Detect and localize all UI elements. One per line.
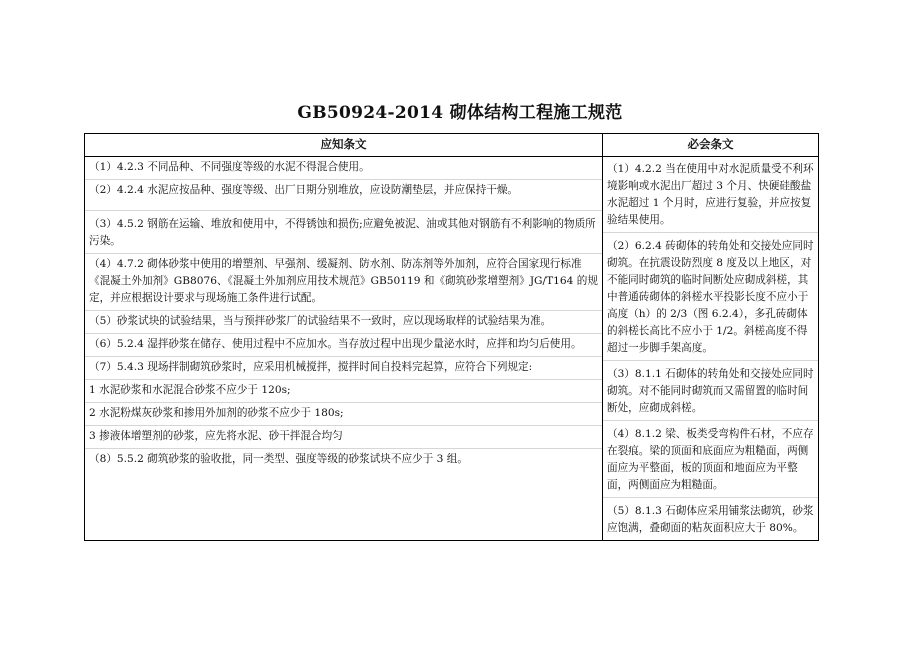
list-item: 2 水泥粉煤灰砂浆和掺用外加剂的砂浆不应少于 180s; [85,403,602,426]
list-item: （6）5.2.4 湿拌砂浆在储存、使用过程中不应加水。当存放过程中出现少量泌水时，应拌和均匀后使用。 [85,334,602,357]
list-item: （5）8.1.3 石砌体应采用铺浆法砌筑，砂浆应饱满，叠砌面的粘灰面积应大于 80%。 [607,505,814,534]
list-item: （5）砂浆试块的试验结果，当与预拌砂浆厂的试验结果不一致时，应以现场取样的试验结果为准。 [85,311,602,334]
list-item: （2）6.2.4 砖砌体的转角处和交接处应同时砌筑。在抗震设防烈度 8 度及以上地区，对不能同时砌筑的临时间断处应砌成斜槎，其中普通砖砌体的斜槎水平投影长度不应小于高度（h）的 2/3（图 6.2.4），多孔砖砌体的斜槎长高比不应小于 1/2。斜槎高度不得超过一步脚手架高度。 [603,233,818,361]
know-clauses-cell [85,157,603,541]
table-header-row [85,134,819,157]
must-clauses-cell [603,157,819,541]
list-item: （4）8.1.2 梁、板类受弯构件石材，不应存在裂痕。梁的顶面和底面应为粗糙面，两侧面应为平整面，板的顶面和地面应为平整面，两侧面应为粗糙面。 [603,421,818,498]
list-item: （2）4.2.4 水泥应按品种、强度等级、出厂日期分别堆放，应设防潮垫层，并应保持干燥。 [85,180,602,211]
header-must-clauses: 必会条文 [603,134,819,157]
list-item: （4）4.7.2 砌体砂浆中使用的增塑剂、早强剂、缓凝剂、防水剂、防冻剂等外加剂，应符合国家现行标准《混凝土外加剂》GB8076、《混凝土外加剂应用技术规范》GB50119 和《砌筑砂浆增塑剂》JG/T164 的规定，并应根据设计要求与现场施工条件进行试配。 [85,254,602,311]
list-item: 1 水泥砂浆和水泥混合砂浆不应少于 120s; [85,380,602,403]
list-item: （7）5.4.3 现场拌制砌筑砂浆时，应采用机械搅拌，搅拌时间自投料完起算，应符合下列规定: [85,357,602,380]
list-item: （3）8.1.1 石砌体的转角处和交接处应同时砌筑。对不能同时砌筑而又需留置的临时间断处，应砌成斜槎。 [603,361,818,421]
list-item: （3）4.5.2 钢筋在运输、堆放和使用中，不得锈蚀和损伤;应避免被泥、油或其他对钢筋有不利影响的物质所污染。 [85,211,602,254]
table-body-row [85,157,819,541]
list-item: （1）4.2.3 不同品种、不同强度等级的水泥不得混合使用。 [85,157,602,180]
header-know-clauses: 应知条文 [85,134,603,157]
document-title: GB50924-2014 砌体结构工程施工规范 [297,103,623,123]
standards-table [84,133,819,541]
list-item: （1）4.2.2 当在使用中对水泥质量受不利环境影响或水泥出厂超过 3 个月、快硬硅酸盐水泥超过 1 个月时，应进行复验，并应按复验结果使用。 [603,157,818,233]
list-item: （8）5.5.2 砌筑砂浆的验收批，同一类型、强度等级的砂浆试块不应少于 3 组。 [89,453,468,465]
list-item: 3 掺液体增塑剂的砂浆，应先将水泥、砂干拌混合均匀 [85,426,602,449]
